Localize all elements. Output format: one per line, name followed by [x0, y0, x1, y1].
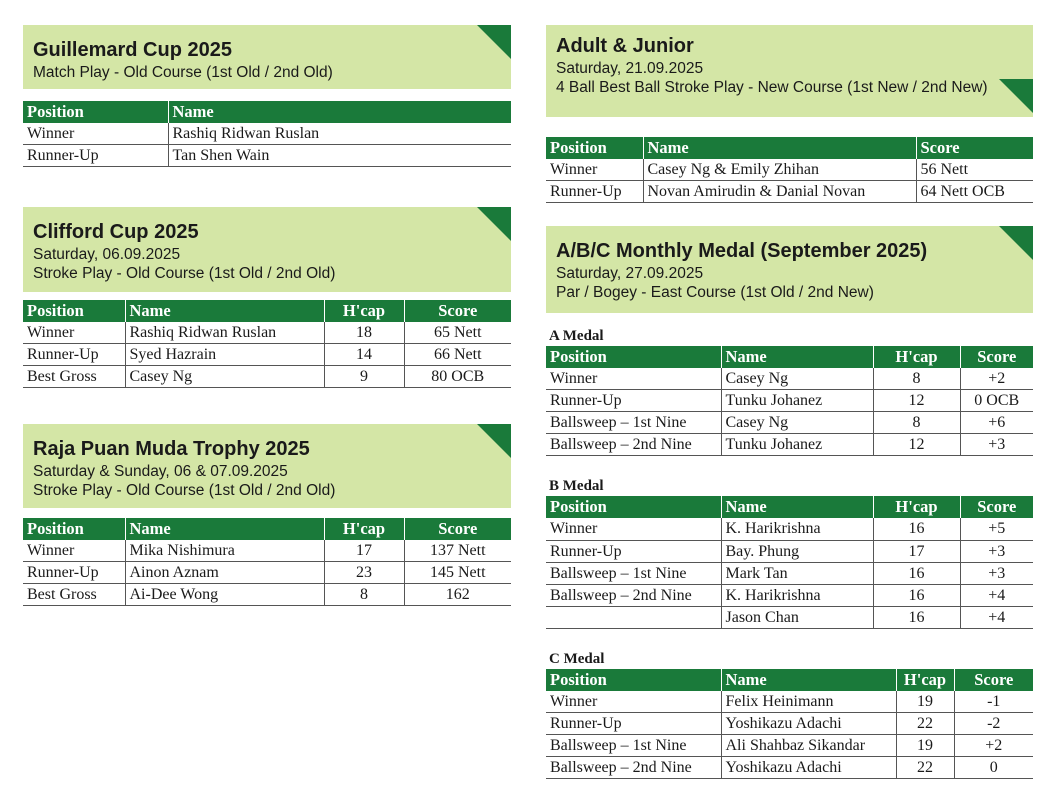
column-header: Position: [546, 496, 721, 518]
table-cell: 137 Nett: [404, 540, 511, 562]
table-row: [546, 562, 1033, 584]
table-cell: Winner: [546, 368, 721, 390]
table-cell: Runner-Up: [546, 390, 721, 412]
table-cell: Winner: [546, 518, 721, 540]
section-format: Match Play - Old Course (1st Old / 2nd Old): [33, 64, 333, 81]
column-header: Name: [125, 518, 324, 540]
table-cell: Casey Ng: [721, 368, 873, 390]
table-cell: 65 Nett: [404, 322, 511, 344]
table-row: [23, 562, 511, 584]
table-cell: 16: [873, 584, 960, 606]
table-cell: Tan Shen Wain: [168, 145, 511, 167]
table-cell: 19: [896, 734, 954, 756]
table-cell: Yoshikazu Adachi: [721, 712, 896, 734]
column-header: H'cap: [896, 669, 954, 691]
table-cell: Jason Chan: [721, 606, 873, 628]
table-header-row: [546, 137, 1033, 159]
section-format: Stroke Play - Old Course (1st Old / 2nd Old): [33, 482, 336, 499]
table-cell: 17: [324, 540, 404, 562]
table-row: [546, 159, 1033, 181]
table-cell: Felix Heinimann: [721, 691, 896, 713]
table-cell: Ballsweep – 1st Nine: [546, 412, 721, 434]
raja-puan-muda-header: [23, 424, 511, 508]
column-header: Position: [546, 346, 721, 368]
column-header: Position: [546, 137, 643, 159]
table-cell: Casey Ng: [721, 412, 873, 434]
table-cell: Ali Shahbaz Sikandar: [721, 734, 896, 756]
table-cell: 23: [324, 562, 404, 584]
column-header: H'cap: [324, 518, 404, 540]
column-header: Position: [23, 101, 168, 123]
section-format: Par / Bogey - East Course (1st Old / 2nd New): [556, 284, 874, 301]
table-cell: Ballsweep – 2nd Nine: [546, 756, 721, 778]
table-cell: Winner: [23, 322, 125, 344]
table-header-row: [23, 518, 511, 540]
table-row: [546, 540, 1033, 562]
column-header: Position: [23, 518, 125, 540]
table-header-row: [546, 346, 1033, 368]
table-cell: [546, 606, 721, 628]
results-table: [546, 137, 1033, 203]
table-cell: 16: [873, 518, 960, 540]
adult-junior-section: [546, 25, 1033, 203]
column-header: H'cap: [873, 346, 960, 368]
table-cell: Syed Hazrain: [125, 344, 324, 366]
section-title: Guillemard Cup 2025: [33, 39, 232, 61]
table-row: [546, 368, 1033, 390]
table-cell: +2: [960, 368, 1033, 390]
column-header: H'cap: [324, 300, 404, 322]
table-row: [546, 584, 1033, 606]
table-cell: Rashiq Ridwan Ruslan: [125, 322, 324, 344]
column-header: Score: [954, 669, 1033, 691]
guillemard-cup-section: [23, 25, 511, 167]
table-cell: +3: [960, 562, 1033, 584]
table-cell: Runner-Up: [546, 181, 643, 203]
table-header-row: [23, 300, 511, 322]
table-cell: 64 Nett OCB: [916, 181, 1033, 203]
table-row: [23, 322, 511, 344]
table-cell: 0 OCB: [960, 390, 1033, 412]
section-title: Adult & Junior: [556, 35, 694, 57]
table-cell: Best Gross: [23, 366, 125, 388]
table-cell: Ballsweep – 2nd Nine: [546, 434, 721, 456]
table-cell: Ballsweep – 2nd Nine: [546, 584, 721, 606]
section-date: Saturday, 06.09.2025: [33, 246, 181, 263]
table-cell: Novan Amirudin & Danial Novan: [643, 181, 916, 203]
column-header: Name: [643, 137, 916, 159]
table-cell: Runner-Up: [23, 344, 125, 366]
table-row: [23, 584, 511, 606]
corner-flag-icon: [999, 79, 1033, 113]
table-cell: Runner-Up: [23, 562, 125, 584]
table-cell: 18: [324, 322, 404, 344]
table-cell: Ballsweep – 1st Nine: [546, 562, 721, 584]
table-cell: 8: [873, 412, 960, 434]
table-cell: -1: [954, 691, 1033, 713]
column-header: Name: [721, 496, 873, 518]
table-cell: 22: [896, 712, 954, 734]
table-cell: 12: [873, 390, 960, 412]
table-cell: Bay. Phung: [721, 540, 873, 562]
table-cell: Mark Tan: [721, 562, 873, 584]
table-cell: 80 OCB: [404, 366, 511, 388]
section-date: Saturday, 21.09.2025: [556, 60, 704, 77]
table-header-row: [546, 669, 1033, 691]
corner-flag-icon: [999, 226, 1033, 260]
table-cell: Tunku Johanez: [721, 434, 873, 456]
results-table: [23, 518, 511, 606]
table-cell: Winner: [546, 159, 643, 181]
table-cell: 17: [873, 540, 960, 562]
section-date: Saturday, 27.09.2025: [556, 265, 704, 282]
table-cell: +3: [960, 540, 1033, 562]
b-medal-table: [546, 496, 1033, 628]
table-cell: Ai-Dee Wong: [125, 584, 324, 606]
table-cell: 8: [873, 368, 960, 390]
column-header: Score: [960, 346, 1033, 368]
table-cell: Best Gross: [23, 584, 125, 606]
column-header: Score: [960, 496, 1033, 518]
column-header: Name: [721, 346, 873, 368]
table-cell: -2: [954, 712, 1033, 734]
table-cell: +2: [954, 734, 1033, 756]
table-cell: 16: [873, 562, 960, 584]
table-cell: +4: [960, 584, 1033, 606]
table-row: [23, 145, 511, 167]
table-row: [23, 344, 511, 366]
table-cell: Casey Ng: [125, 366, 324, 388]
table-row: [546, 390, 1033, 412]
table-cell: 0: [954, 756, 1033, 778]
results-table: [23, 300, 511, 388]
table-cell: 16: [873, 606, 960, 628]
section-format: Stroke Play - Old Course (1st Old / 2nd Old): [33, 265, 336, 282]
table-cell: 12: [873, 434, 960, 456]
table-cell: +5: [960, 518, 1033, 540]
table-cell: K. Harikrishna: [721, 518, 873, 540]
section-title: Clifford Cup 2025: [33, 221, 199, 243]
table-row: [546, 412, 1033, 434]
table-cell: 162: [404, 584, 511, 606]
column-header: H'cap: [873, 496, 960, 518]
table-cell: Tunku Johanez: [721, 390, 873, 412]
column-header: Score: [916, 137, 1033, 159]
table-header-row: [546, 496, 1033, 518]
table-cell: 66 Nett: [404, 344, 511, 366]
corner-flag-icon: [477, 207, 511, 241]
table-cell: +4: [960, 606, 1033, 628]
table-row: [546, 181, 1033, 203]
table-row: [546, 712, 1033, 734]
adult-junior-header: [546, 25, 1033, 117]
table-cell: 22: [896, 756, 954, 778]
table-cell: Yoshikazu Adachi: [721, 756, 896, 778]
table-row: [546, 518, 1033, 540]
table-row: [23, 366, 511, 388]
clifford-cup-header: [23, 207, 511, 292]
table-cell: 19: [896, 691, 954, 713]
table-cell: Ainon Aznam: [125, 562, 324, 584]
section-format: 4 Ball Best Ball Stroke Play - New Course (1st New / 2nd New): [556, 79, 988, 96]
monthly-medal-header: [546, 226, 1033, 313]
column-header: Position: [23, 300, 125, 322]
table-row: [23, 540, 511, 562]
guillemard-cup-header: [23, 25, 511, 89]
table-cell: Runner-Up: [23, 145, 168, 167]
column-header: Name: [125, 300, 324, 322]
table-cell: K. Harikrishna: [721, 584, 873, 606]
corner-flag-icon: [477, 424, 511, 458]
table-row: [23, 123, 511, 145]
monthly-medal-section: [546, 226, 1033, 779]
results-table: [23, 101, 511, 167]
column-header: Score: [404, 518, 511, 540]
table-cell: +6: [960, 412, 1033, 434]
column-header: Position: [546, 669, 721, 691]
table-row: [546, 734, 1033, 756]
table-cell: Winner: [546, 691, 721, 713]
table-row: [546, 691, 1033, 713]
table-cell: 14: [324, 344, 404, 366]
table-cell: 56 Nett: [916, 159, 1033, 181]
table-cell: Ballsweep – 1st Nine: [546, 734, 721, 756]
table-header-row: [23, 101, 511, 123]
raja-puan-muda-section: [23, 424, 511, 606]
table-row: [546, 756, 1033, 778]
table-cell: Winner: [23, 123, 168, 145]
section-title: A/B/C Monthly Medal (September 2025): [556, 240, 928, 262]
table-cell: Rashiq Ridwan Ruslan: [168, 123, 511, 145]
table-cell: Winner: [23, 540, 125, 562]
section-title: Raja Puan Muda Trophy 2025: [33, 438, 310, 460]
c-medal-table: [546, 669, 1033, 779]
column-header: Name: [168, 101, 511, 123]
table-cell: Runner-Up: [546, 540, 721, 562]
a-medal-table: [546, 346, 1033, 456]
c-medal-label: C Medal: [549, 650, 605, 667]
column-header: Name: [721, 669, 896, 691]
corner-flag-icon: [477, 25, 511, 59]
table-cell: +3: [960, 434, 1033, 456]
b-medal-label: B Medal: [549, 478, 604, 495]
table-cell: Runner-Up: [546, 712, 721, 734]
table-cell: Casey Ng & Emily Zhihan: [643, 159, 916, 181]
table-cell: 8: [324, 584, 404, 606]
a-medal-label: A Medal: [549, 328, 604, 344]
table-cell: 145 Nett: [404, 562, 511, 584]
table-row: [546, 434, 1033, 456]
table-row: [546, 606, 1033, 628]
column-header: Score: [404, 300, 511, 322]
table-cell: Mika Nishimura: [125, 540, 324, 562]
table-cell: 9: [324, 366, 404, 388]
clifford-cup-section: [23, 207, 511, 388]
section-date: Saturday & Sunday, 06 & 07.09.2025: [33, 463, 288, 480]
